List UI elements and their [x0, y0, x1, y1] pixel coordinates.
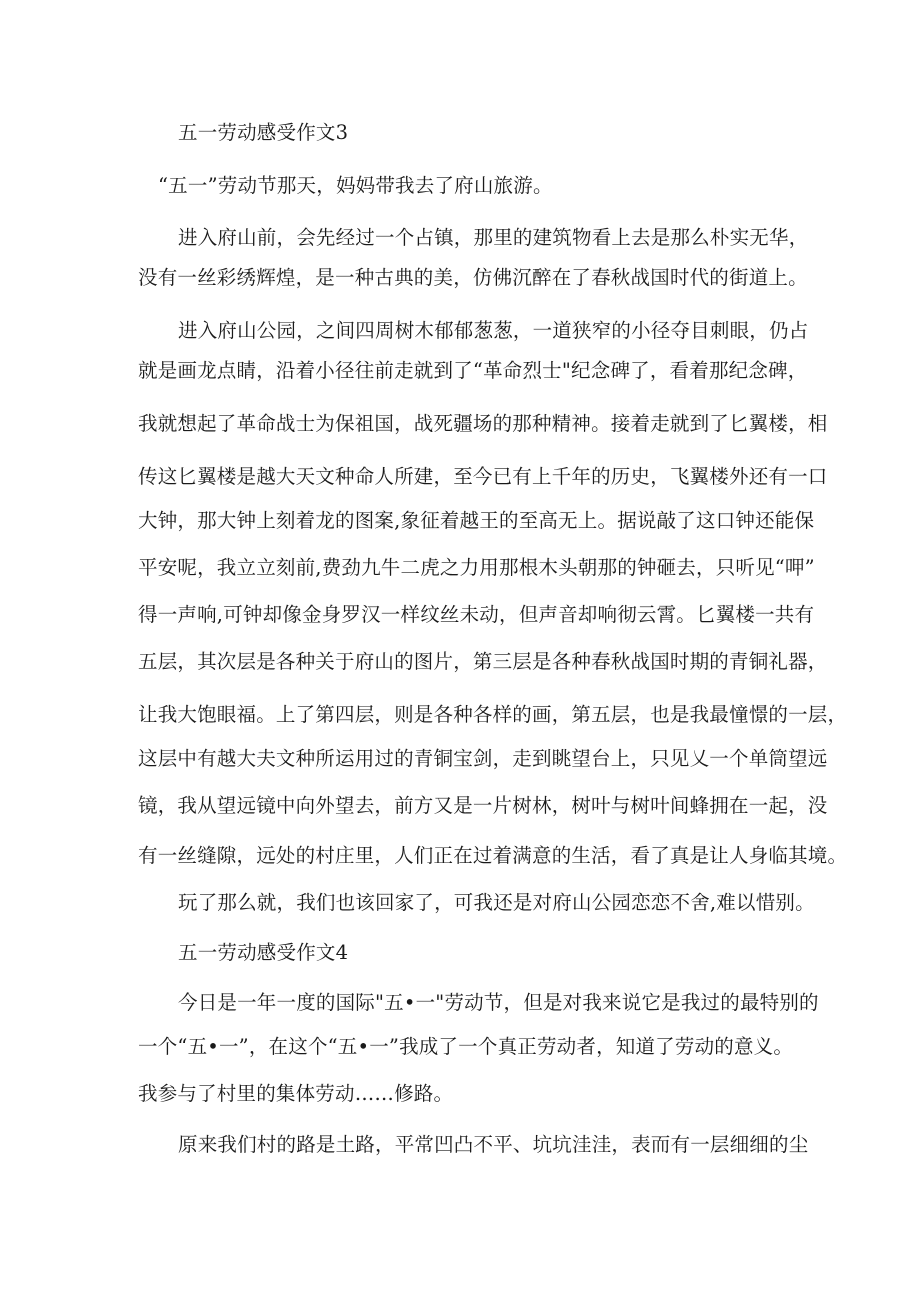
paragraph-line: 大钟，那大钟上刻着龙的图案,象征着越王的至高无上。据说敲了这口钟还能保: [138, 509, 815, 532]
paragraph-line: 进入府山公园，之间四周树木郁郁葱葱，一道狭窄的小径夺目刺眼，仍占: [178, 319, 809, 342]
paragraph-line: 平安呢，我立立刻前,费劲九牛二虎之力用那根木头朝那的钟砸去，只听见“呷”: [138, 556, 815, 579]
paragraph-line: 玩了那么就，我们也该回家了，可我还是对府山公园恋恋不舍,难以惜别。: [178, 891, 815, 914]
paragraph-line: “五一”劳动节那天，妈妈带我去了府山旅游。: [158, 174, 553, 197]
paragraph-line: 传这匕翼楼是越大天文种命人所建，至今已有上千年的历史，飞翼楼外还有一口: [138, 465, 828, 488]
paragraph-line: 我参与了村里的集体劳动……修路。: [138, 1082, 454, 1105]
paragraph-line: 这层中有越大夫文种所运用过的青铜宝剑，走到眺望台上，只见乂一个单筒望远: [138, 747, 828, 770]
paragraph-line: 原来我们村的路是土路，平常凹凸不平、坑坑洼洼，表而有一层细细的尘: [178, 1133, 809, 1156]
paragraph-line: 一个“五•一”，在这个“五•一”我成了一个真正劳动者，知道了劳动的意义。: [138, 1035, 794, 1058]
essay-4-heading: 五一劳动感受作文4: [178, 941, 349, 964]
paragraph-line: 五层，其次层是各种关于府山的图片，第三层是各种春秋战国时期的青铜礼器，: [138, 650, 828, 673]
paragraph-line: 没有一丝彩绣辉煌，是一种古典的美，仿佛沉醉在了春秋战国时代的街道上。: [138, 266, 808, 289]
paragraph-line: 进入府山前，会先经过一个占镇，那里的建筑物看上去是那么朴实无华，: [178, 226, 809, 249]
paragraph-line: 让我大饱眼福。上了第四层，则是各种各样的画，第五层，也是我最憧憬的一层，: [138, 703, 848, 726]
paragraph-line: 我就想起了革命战士为保祖国，战死疆场的那种精神。接着走就到了匕翼楼，相: [138, 412, 828, 435]
paragraph-line: 得一声响,可钟却像金身罗汉一样纹丝未动，但声音却响彻云霄。匕翼楼一共有: [138, 603, 815, 626]
paragraph-line: 有一丝缝隙，远处的村庄里，人们正在过着满意的生活，看了真是让人身临其境。: [138, 844, 848, 867]
essay-3-heading: 五一劳动感受作文3: [178, 121, 349, 144]
paragraph-line: 今日是一年一度的国际"五•一"劳动节，但是对我来说它是我过的最特别的: [178, 991, 819, 1014]
paragraph-line: 就是画龙点睛，沿着小径往前走就到了“革命烈士"纪念碑了，看着那纪念碑，: [138, 359, 808, 382]
paragraph-line: 镜，我从望远镜中向外望去，前方又是一片树林，树叶与树叶间蜂拥在一起，没: [138, 794, 828, 817]
